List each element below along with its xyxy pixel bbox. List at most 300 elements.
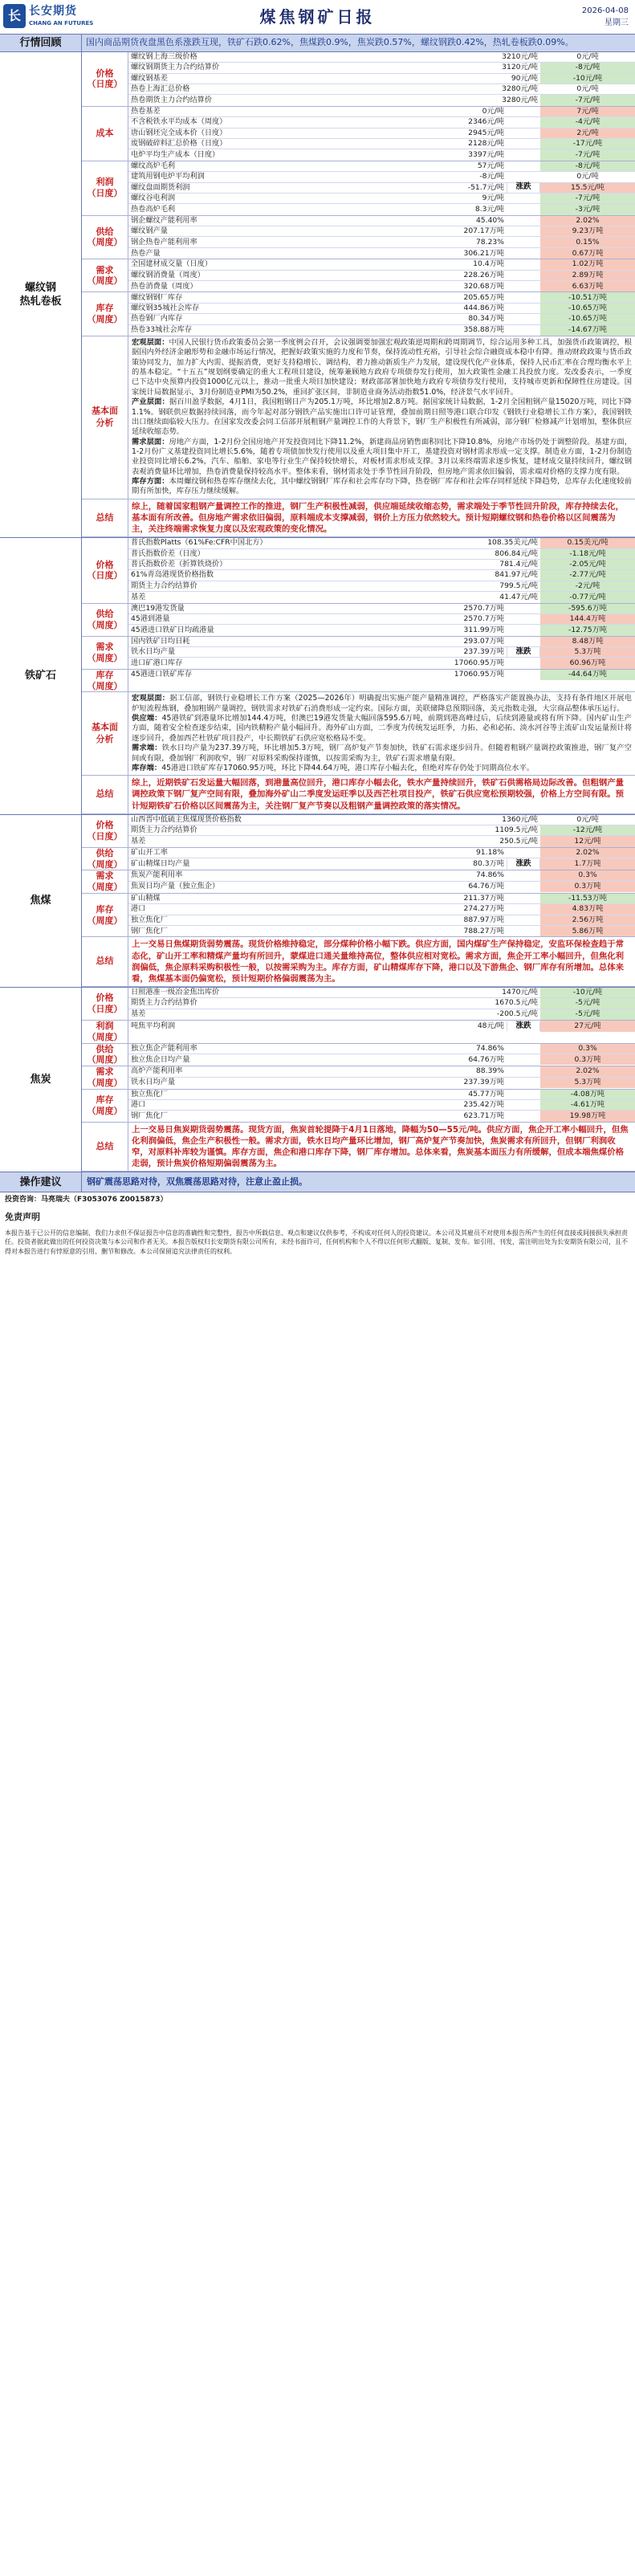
metric-change: 60.96万吨 (540, 658, 635, 668)
metric-change: 0元/吨 (576, 814, 599, 824)
metric-change: 2.56万吨 (540, 915, 635, 925)
metric-name: 国内铁矿日均日耗 (131, 636, 190, 646)
analysis-paragraph (132, 694, 632, 714)
analysis-heading: 库存方面： (132, 477, 169, 487)
table-row (128, 52, 635, 63)
table-row (128, 1078, 635, 1088)
metric-group (82, 1044, 635, 1067)
metric-change: 0.3万吨 (540, 882, 635, 892)
summary-label: 总结 (82, 776, 128, 813)
table-row (128, 172, 635, 182)
metric-group (82, 292, 635, 336)
steel-label: 螺纹钢 热轧卷板 (0, 52, 82, 537)
metric-value: 80.34万吨 (468, 314, 504, 324)
group-rows (128, 848, 635, 870)
group-rows (128, 52, 635, 106)
metric-value: 3120元/吨 (502, 63, 538, 72)
metric-group (82, 637, 635, 670)
table-row (128, 281, 635, 291)
metric-change: -3元/吨 (540, 204, 635, 214)
table-row (128, 1090, 635, 1100)
review-text: 国内商品期货夜盘黑色系涨跌互现，铁矿石跌0.62%，焦煤跌0.9%，焦炭跌0.57%，螺纹钢跌0.42%，热轧卷板跌0.09%。 (86, 37, 574, 47)
table-row (128, 74, 635, 84)
analysis-label: 基本面 分析 (82, 336, 128, 499)
metric-name: 独立焦企产能利用率 (131, 1043, 197, 1053)
coking-coal-body (82, 815, 635, 987)
group-rows (128, 161, 635, 215)
analysis-paragraph (132, 477, 632, 497)
summary-block (82, 499, 635, 537)
table-row (128, 237, 635, 247)
analysis-block (82, 692, 635, 776)
metric-group (82, 670, 635, 693)
advice-label: 操作建议 (0, 1172, 82, 1192)
table-row (128, 226, 635, 237)
metric-name: 螺纹钢消费量（周度） (131, 270, 205, 279)
table-row (128, 204, 635, 214)
table-row (128, 815, 635, 825)
metric-name: 港口 (131, 1100, 146, 1110)
metric-value: 108.35美元/吨 (487, 538, 538, 548)
metric-value: 293.07万吨 (463, 636, 504, 646)
metric-value: 17060.95万吨 (454, 658, 504, 668)
metric-change: -2元/吨 (540, 581, 635, 591)
metric-group (82, 604, 635, 637)
analysis-content: 据工信部，钢铁行业稳增长工作方案（2025—2026年）明确提出实施产能产量精准调控，严格落实产能置换办法，支持有条件地区开展电炉短流程炼钢，叠加粗钢产量调控，钢铁需求对铁矿石消费形成一定约束。国际方面，美联储降息预期回落，美元指数走强，大宗商品整体承压运行。 (132, 694, 632, 713)
metric-change: 19.98万吨 (540, 1111, 635, 1121)
metric-name: 独立焦化厂 (131, 915, 168, 924)
table-row (128, 139, 635, 149)
group-label: 库存 （周度） (82, 292, 128, 336)
analysis-paragraph (132, 744, 632, 764)
metric-value: 2570.7万吨 (463, 614, 504, 624)
table-row (128, 870, 635, 881)
metric-name: 钢企热卷产能利用率 (131, 237, 197, 247)
metric-name: 螺纹盘面期货利润 (131, 182, 190, 192)
metric-name: 螺纹钢上海三级价格 (131, 51, 197, 61)
metric-change: -595.6万吨 (540, 604, 635, 613)
group-label: 供给 （周度） (82, 848, 128, 870)
metric-value: 211.37万吨 (463, 893, 504, 903)
table-row (128, 1100, 635, 1111)
group-rows (128, 1090, 635, 1122)
metric-value: 78.23% (475, 237, 504, 247)
table-row (128, 560, 635, 570)
table-row (128, 95, 635, 105)
metric-change: 0元/吨 (576, 51, 599, 61)
group-label: 需求 （周度） (82, 1066, 128, 1089)
metric-value: 64.76万吨 (468, 1054, 504, 1064)
metric-change: 9.23万吨 (540, 226, 635, 236)
table-row (128, 614, 635, 625)
metric-name: 期货主力合约结算价 (131, 998, 197, 1008)
metric-group (82, 259, 635, 292)
metric-value: 74.86% (475, 870, 504, 880)
metric-value: 444.86万吨 (463, 303, 504, 312)
metric-value: 1670.5元/吨 (495, 998, 538, 1008)
review-label: 行情回顾 (0, 35, 82, 51)
metric-name: 螺纹高炉毛利 (131, 161, 176, 170)
group-rows (128, 815, 635, 847)
group-rows (128, 216, 635, 259)
group-label: 供给 （周度） (82, 216, 128, 259)
metric-value: 799.5元/吨 (499, 581, 538, 590)
group-label: 库存 （周度） (82, 1090, 128, 1122)
metric-name: 矿山精煤 (131, 893, 161, 903)
table-row (128, 848, 635, 858)
metric-value: 74.86% (475, 1043, 504, 1053)
table-row (128, 292, 635, 303)
table-row (128, 625, 635, 635)
metric-value: 274.27万吨 (463, 904, 504, 914)
metric-name: 山西晋中低硫主焦煤现货价格指数 (131, 814, 242, 824)
metric-name: 普氏指数价差（折算铁烧价） (131, 560, 227, 569)
metric-name: 全国建材成交量（日度） (131, 259, 213, 269)
metric-group (82, 988, 635, 1021)
metric-change: -8元/吨 (540, 161, 635, 171)
metric-value: 228.26万吨 (463, 270, 504, 279)
table-row (128, 647, 635, 658)
summary-text: 上一交易日焦煤期货弱势震荡。现货价格维持稳定，部分煤种价格小幅下跌。供应方面，国内煤矿生产保持稳定，安监环保检查趋于常态化，矿山开工率和精煤产量均有所回升，蒙煤进口通关量维持高位，整体供应相对宽松。需求方面，焦企开工率小幅回升，但焦化利润偏低，焦企原料采购积极性一般，以按需采购为主。库存方面，矿山精煤库存下降，港口以及下游焦企、钢厂库存有所增加。总体来看，焦煤基本面仍偏宽松，预计短期价格偏弱震荡为主。 (132, 940, 625, 984)
metric-name: 矿山精煤日均产量 (131, 858, 190, 868)
steel-body (82, 52, 635, 537)
metric-value: -51.7元/吨 (467, 182, 504, 192)
metric-change: 8.48万吨 (540, 637, 635, 646)
metric-value: 88.39% (475, 1066, 504, 1076)
table-row (128, 84, 635, 95)
group-rows (128, 292, 635, 336)
table-row (128, 63, 635, 73)
metric-change: -2.05元/吨 (540, 560, 635, 569)
group-rows (128, 1021, 635, 1043)
metric-change: 5.3万吨 (540, 1078, 635, 1088)
table-row (128, 988, 635, 998)
ore-body (82, 538, 635, 813)
metric-group (82, 1066, 635, 1090)
metric-change: 0元/吨 (576, 172, 599, 181)
table-row (128, 149, 635, 160)
table-row (128, 581, 635, 592)
group-label: 供给 （周度） (82, 1044, 128, 1066)
analysis-text (128, 692, 635, 775)
metric-name: 铁水日均产量 (131, 1078, 176, 1087)
metric-value: 45.40% (475, 215, 504, 225)
metric-name: 热卷高炉毛利 (131, 204, 176, 214)
metric-name: 普氏指数Platts（61%Fe:CFR中国北方） (131, 538, 267, 548)
metric-value: 806.84元/吨 (495, 548, 538, 558)
metric-name: 废钢破碎料汇总价格（日度） (131, 139, 227, 149)
table-row (128, 904, 635, 915)
metric-group (82, 538, 635, 603)
company-name-en: CHANG AN FUTURES (29, 20, 94, 26)
metric-value: 2128元/吨 (468, 139, 504, 149)
table-row (128, 915, 635, 926)
analysis-content: 据百川盈孚数据，4月1日，我国粗钢日产为205.1万吨，环比增加2.8万吨。据国家统计局数据，1-2月全国粗钢产量15020万吨，同比下降1.1%。钢联供应数据持续回落，而今年起对部分钢铁产品实施出口许可证管理，叠加前期日照等港口联合印发《钢铁行业稳增长工作方案》，我国钢铁出口继续面临较大压力。在国家发改委会同工信部开展粗钢产量调控工作的大背景下，钢厂生产积极性有所减弱，部分钢厂检修减产计划增加，整体供应延续收缩态势。 (132, 397, 632, 437)
metric-value: 320.68万吨 (463, 281, 504, 291)
metric-change: 0.3万吨 (540, 1054, 635, 1065)
metric-name: 钢企螺纹产能利用率 (131, 215, 197, 225)
metric-value: 2570.7万吨 (463, 603, 504, 613)
metric-change: -5元/吨 (540, 1009, 635, 1020)
metric-change: -4元/吨 (540, 117, 635, 127)
metric-name: 螺纹钢35城社会库存 (131, 303, 200, 312)
table-row (128, 325, 635, 336)
advice-text: 钢矿震荡思路对待，双焦震荡思路对待，注意止盈止损。 (87, 1176, 307, 1188)
change-column-label: 涨跌 (507, 1021, 540, 1032)
metric-value: 3210元/吨 (502, 51, 538, 61)
metric-change: 0.3% (540, 1044, 635, 1054)
table-row (128, 1066, 635, 1077)
logo-mark-icon: 长 (3, 4, 26, 28)
group-label: 利润 （日度） (82, 161, 128, 215)
metric-group (82, 161, 635, 216)
group-rows (128, 604, 635, 636)
metric-value: 41.47元/吨 (499, 592, 538, 601)
metric-name: 焦炭产能利用率 (131, 870, 183, 880)
metric-name: 螺纹钢期货主力合约结算价 (131, 63, 220, 72)
analysis-content: 中国人民银行货币政策委员会第一季度例会召开，会议强调要加强宏观政策逆周期和跨周期调节，综合运用多种工具，加强货币政策调控，根据国内外经济金融形势和金融市场运行情况，把握好政策实施的力度和节奏，保持流动性充裕，引导社会综合融资成本稳中有降。推动财政政策与货币政策协同发力，加力扩大内需、提振消费，更好支持稳增长、调结构，着力推动新质生产力发展，建设现代化产业体系，保持人民币汇率在合理均衡水平上的基本稳定。“十五五”规划纲要确定的重大工程项目建设，统筹兼顾地方政府专项债券发行使用，加大政策性金融工具投放力度。发改委表示，一季度已下达中央预算内投资1000亿元以上，推动一批重大项目加快建设；财政部部署加快地方政府专项债券发行使用，支持城市更新和保障性住房建设。国家统计局数据显示，3月份制造业PMI为50.2%，重回扩张区间，非制造业商务活动指数51.0%，经济景气水平回升。 (132, 338, 632, 397)
metric-name: 期货主力合约结算价 (131, 581, 197, 590)
metric-name: 不含税铁水平均成本（周度） (131, 117, 227, 127)
metric-value: 48元/吨 (477, 1021, 504, 1030)
report-footer (0, 1192, 635, 1259)
metric-value: 91.18% (475, 847, 504, 857)
metric-change: -10.65万吨 (540, 314, 635, 324)
group-label: 需求 （周度） (82, 870, 128, 893)
metric-change: -8元/吨 (540, 63, 635, 72)
report-title: 煤焦钢矿日报 (259, 7, 376, 26)
metric-change: 27元/吨 (540, 1021, 635, 1031)
ore-label: 铁矿石 (0, 538, 82, 813)
analysis-content: 45港铁矿到港量环比增加144.4万吨，但澳巴19港发货量大幅回落595.6万吨，前期到港高峰过后，后续到港量或将有所下降。国内矿山生产方面，随着安全检查逐步结束，国内铁精粉产量小幅回升。海外矿山方面，二季度为传统发运旺季，力拓、必和必拓、淡水河谷等主流矿山发运量预计将逐步回升，叠加西芒杜铁矿项目投产，中长期铁矿石供应宽松格局不变。 (132, 714, 632, 743)
metric-name: 热卷期货主力合约结算价 (131, 96, 213, 105)
metric-change: -10.51万吨 (540, 292, 635, 302)
table-row (128, 1111, 635, 1121)
group-label: 价格 （日度） (82, 815, 128, 847)
metric-value: 788.27万吨 (463, 926, 504, 935)
metric-name: 基差 (131, 837, 146, 846)
metric-change: 5.3万吨 (540, 647, 635, 657)
metric-name: 澳巴19港发货量 (131, 603, 185, 613)
summary-label: 总结 (82, 499, 128, 536)
table-row (128, 1044, 635, 1054)
analysis-paragraph (132, 397, 632, 437)
metric-value: 3280元/吨 (502, 84, 538, 94)
metric-name: 热卷钢厂内库存 (131, 314, 183, 324)
group-rows (128, 988, 635, 1020)
group-label: 库存 （周度） (82, 670, 128, 692)
group-rows (128, 538, 635, 602)
metric-change: -7元/吨 (540, 194, 635, 203)
metric-value: 841.97元/吨 (495, 570, 538, 580)
report-date (582, 5, 629, 29)
metric-name: 45港进口铁矿日均疏港量 (131, 625, 214, 634)
analyst-info: 投资咨询：马亮瑞夫（F3053076 Z0015873） (5, 1196, 168, 1204)
metric-change: 2.02% (540, 848, 635, 858)
metric-change: -12元/吨 (540, 825, 635, 835)
metric-change: 1.02万吨 (540, 259, 635, 269)
table-row (128, 998, 635, 1009)
metric-name: 期货主力合约结算价 (131, 825, 197, 835)
analysis-paragraph (132, 764, 632, 773)
metric-group (82, 1021, 635, 1044)
metric-group (82, 815, 635, 848)
metric-value: 90元/吨 (511, 73, 538, 83)
review-section (0, 34, 635, 51)
metric-change: -10元/吨 (540, 988, 635, 997)
metric-group (82, 1090, 635, 1123)
summary-label: 总结 (82, 937, 128, 986)
table-row (128, 161, 635, 172)
table-row (128, 637, 635, 647)
analysis-paragraph (132, 714, 632, 744)
steel-section (0, 51, 635, 537)
group-label: 利润 （周度） (82, 1021, 128, 1043)
metric-change: 144.4万吨 (540, 614, 635, 624)
table-row (128, 1009, 635, 1020)
change-column-label: 涨跌 (507, 647, 540, 658)
table-row (128, 604, 635, 614)
metric-group (82, 52, 635, 107)
metric-name: 铁水日均产量 (131, 647, 176, 657)
analysis-content: 本周螺纹钢和热卷库存继续去化，其中螺纹钢钢厂库存和社会库存均下降，热卷钢厂库存和社会库存同样延续下降趋势，总库存去化速度较前期有所加快，库存压力继续缓解。 (132, 477, 632, 496)
metric-value: -200.5元/吨 (496, 1009, 538, 1019)
analysis-content: 房地产方面，1-2月份全国房地产开发投资同比下降11.2%，新建商品房销售面积同比下降10.8%，房地产市场仍处于调整阶段。基建方面，1-2月份广义基建投资同比增长5.6%，随着专项债加快发行使用以及重大项目集中开工，基建投资对钢材需求形成一定支撑。制造业方面，1-2月份制造业投资同比增长6.2%，汽车、船舶、家电等行业生产保持较快增长，对板材需求形成支撑。3月以来终端需求逐步恢复，建材成交量持续回升，螺纹钢表观消费量环比增加，热卷消费量保持较高水平。整体来看，钢材需求处于季节性回升阶段，但房地产需求依旧偏弱，需求端对价格的支撑力度有限。 (132, 437, 632, 476)
group-label: 需求 （周度） (82, 637, 128, 669)
table-row (128, 882, 635, 892)
table-row (128, 107, 635, 117)
group-label: 成本 (82, 107, 128, 161)
analysis-paragraph (132, 438, 632, 477)
company-name-cn: 长安期货 (29, 5, 77, 18)
table-row (128, 592, 635, 602)
table-row (128, 259, 635, 270)
table-row (128, 836, 635, 846)
metric-value: 9元/吨 (482, 194, 504, 203)
summary-block (82, 1123, 635, 1172)
metric-value: 57元/吨 (477, 161, 504, 170)
metric-name: 螺纹钢钢厂库存 (131, 292, 183, 302)
metric-name: 进口矿港口库存 (131, 658, 183, 668)
metric-change: 6.63万吨 (540, 281, 635, 291)
summary-block (82, 776, 635, 813)
metric-name: 45港到港量 (131, 614, 170, 624)
metric-change: 2.02% (540, 1066, 635, 1076)
metric-change: -10元/吨 (540, 74, 635, 84)
table-row (128, 304, 635, 314)
metric-change: 1.7万吨 (540, 858, 635, 869)
coke-section (0, 987, 635, 1172)
summary-text: 综上，近期铁矿石发运量大幅回落，到港量高位回升，港口库存小幅去化，铁水产量持续回升，铁矿石供需格局边际改善。但粗钢产量调控政策下钢厂复产空间有限，叠加海外矿山二季度发运旺季以及西芒杜项目投产，铁矿石供应宽松预期较强，价格上方空间有限。预计短期铁矿石价格以区间震荡为主，关注钢厂复产节奏以及粗钢产量调控政策的落实情况。 (132, 778, 625, 811)
analysis-block (82, 336, 635, 499)
metric-name: 基差 (131, 1009, 146, 1019)
table-row (128, 538, 635, 548)
analysis-heading: 宏观层面： (132, 694, 170, 703)
metric-name: 热卷33城社会库存 (131, 325, 193, 335)
group-rows (128, 1044, 635, 1066)
table-row (128, 183, 635, 194)
metric-change: 5.86万吨 (540, 926, 635, 936)
metric-name: 45港进口铁矿库存 (131, 670, 193, 679)
metric-name: 钢厂焦化厂 (131, 926, 168, 935)
metric-value: 1470元/吨 (502, 988, 538, 997)
metric-name: 港口 (131, 904, 146, 914)
table-row (128, 570, 635, 581)
metric-value: -8元/吨 (479, 172, 504, 181)
metric-name: 吨焦平均利润 (131, 1021, 176, 1030)
table-row (128, 825, 635, 836)
coke-body (82, 988, 635, 1172)
change-column-label: 涨跌 (507, 859, 540, 870)
table-row (128, 194, 635, 204)
metric-change: 4.83万吨 (540, 904, 635, 914)
metric-value: 237.39万吨 (463, 1078, 504, 1087)
advice-section (0, 1172, 635, 1192)
metric-value: 358.88万吨 (463, 325, 504, 335)
group-label: 价格 （日度） (82, 988, 128, 1020)
metric-change: -10.65万吨 (540, 304, 635, 313)
metric-name: 矿山开工率 (131, 847, 168, 857)
metric-change: 0.3% (540, 870, 635, 880)
group-rows (128, 894, 635, 937)
metric-value: 2945元/吨 (468, 128, 504, 137)
metric-change: -4.08万吨 (540, 1090, 635, 1099)
metric-value: 250.5元/吨 (499, 837, 538, 846)
metric-group (82, 870, 635, 894)
summary-block (82, 937, 635, 987)
metric-value: 207.17万吨 (463, 226, 504, 236)
metric-change: -11.53万吨 (540, 894, 635, 903)
table-row (128, 248, 635, 259)
metric-value: 237.39万吨 (463, 647, 504, 657)
metric-change: -17元/吨 (540, 139, 635, 149)
metric-value: 781.4元/吨 (499, 560, 538, 569)
metric-value: 1109.5元/吨 (495, 825, 538, 835)
metric-group (82, 848, 635, 871)
table-row (128, 670, 635, 680)
metric-value: 17060.95万吨 (454, 670, 504, 679)
metric-name: 焦炭日均产量（独立焦企） (131, 882, 220, 891)
metric-group (82, 216, 635, 260)
metric-change: 0元/吨 (576, 84, 599, 94)
disclaimer-title: 免责声明 (5, 1212, 40, 1223)
metric-change: -44.64万吨 (540, 670, 635, 680)
metric-change: -7元/吨 (540, 95, 635, 105)
metric-value: 311.99万吨 (463, 625, 504, 634)
group-rows (128, 637, 635, 669)
coking-coal-label: 焦煤 (0, 815, 82, 987)
table-row (128, 1021, 635, 1031)
table-row (128, 216, 635, 226)
group-label: 价格 （日度） (82, 538, 128, 602)
metric-value: 306.21万吨 (463, 248, 504, 258)
metric-change: 0.15美元/吨 (540, 538, 635, 548)
metric-value: 3397元/吨 (468, 149, 504, 159)
metric-change: 0.15% (540, 237, 635, 247)
group-rows (128, 107, 635, 161)
metric-name: 钢厂焦化厂 (131, 1111, 168, 1121)
metric-change: -2.77元/吨 (540, 570, 635, 580)
group-rows (128, 670, 635, 692)
metric-name: 螺纹钢基差 (131, 73, 168, 83)
coke-label: 焦炭 (0, 988, 82, 1172)
metric-name: 唐山钢坯完全成本价（日度） (131, 128, 227, 137)
metric-change: -14.67万吨 (540, 325, 635, 336)
metric-value: 80.3万吨 (473, 858, 504, 868)
table-row (128, 314, 635, 324)
metric-name: 独立焦企日均产量 (131, 1054, 190, 1064)
metric-name: 螺纹钢产量 (131, 226, 168, 236)
